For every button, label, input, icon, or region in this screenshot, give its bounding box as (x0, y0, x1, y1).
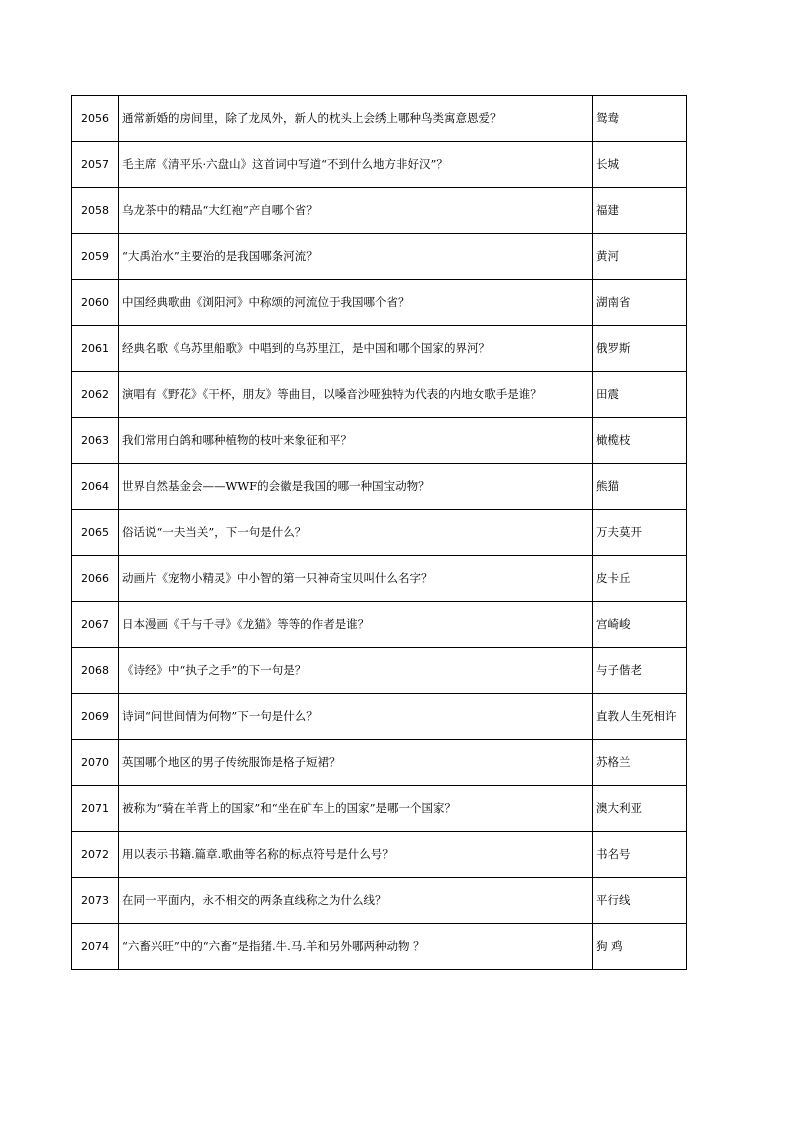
table-row (72, 556, 687, 602)
question-number: 2065 (72, 510, 119, 556)
question-text: 用以表示书籍.篇章.歌曲等名称的标点符号是什么号？ (119, 832, 593, 878)
answer-text: 橄榄枝 (593, 418, 687, 464)
question-number: 2056 (72, 96, 119, 142)
question-number: 2074 (72, 924, 119, 970)
question-number: 2062 (72, 372, 119, 418)
question-text: 通常新婚的房间里，除了龙凤外，新人的枕头上会绣上哪种鸟类寓意恩爱？ (119, 96, 593, 142)
table-row (72, 924, 687, 970)
answer-text: 直教人生死相许 (593, 694, 687, 740)
answer-text: 与子偕老 (593, 648, 687, 694)
answer-text: 福建 (593, 188, 687, 234)
answer-text: 湖南省 (593, 280, 687, 326)
table-row (72, 418, 687, 464)
table-row (72, 464, 687, 510)
table-row (72, 280, 687, 326)
table-row (72, 96, 687, 142)
question-number: 2059 (72, 234, 119, 280)
table-row (72, 510, 687, 556)
question-number: 2069 (72, 694, 119, 740)
question-number: 2061 (72, 326, 119, 372)
table-row (72, 832, 687, 878)
question-number: 2066 (72, 556, 119, 602)
answer-text: 鸳鸯 (593, 96, 687, 142)
answer-text: 苏格兰 (593, 740, 687, 786)
question-number: 2064 (72, 464, 119, 510)
question-text: 日本漫画《千与千寻》《龙猫》等等的作者是谁？ (119, 602, 593, 648)
answer-text: 宫崎峻 (593, 602, 687, 648)
answer-text: 皮卡丘 (593, 556, 687, 602)
table-row (72, 694, 687, 740)
table-row (72, 740, 687, 786)
question-number: 2072 (72, 832, 119, 878)
answer-text: 狗 鸡 (593, 924, 687, 970)
table-row (72, 878, 687, 924)
question-number: 2063 (72, 418, 119, 464)
question-text: 诗词“问世间情为何物”下一句是什么？ (119, 694, 593, 740)
answer-text: 熊猫 (593, 464, 687, 510)
question-number: 2070 (72, 740, 119, 786)
table-row (72, 372, 687, 418)
answer-text: 黄河 (593, 234, 687, 280)
question-text: 动画片《宠物小精灵》中小智的第一只神奇宝贝叫什么名字？ (119, 556, 593, 602)
answer-text: 田震 (593, 372, 687, 418)
answer-text: 澳大利亚 (593, 786, 687, 832)
question-number: 2058 (72, 188, 119, 234)
question-number: 2057 (72, 142, 119, 188)
table-row (72, 188, 687, 234)
question-number: 2068 (72, 648, 119, 694)
question-number: 2073 (72, 878, 119, 924)
question-text: 演唱有《野花》《干杯，朋友》等曲目，以嗓音沙哑独特为代表的内地女歌手是谁？ (119, 372, 593, 418)
quiz-table-body (72, 96, 687, 970)
question-text: 我们常用白鸽和哪种植物的枝叶来象征和平？ (119, 418, 593, 464)
question-text: 世界自然基金会——WWF的会徽是我国的哪一种国宝动物？ (119, 464, 593, 510)
question-text: 英国哪个地区的男子传统服饰是格子短裙？ (119, 740, 593, 786)
table-row (72, 326, 687, 372)
question-text: “大禹治水”主要治的是我国哪条河流？ (119, 234, 593, 280)
question-text: 在同一平面内，永不相交的两条直线称之为什么线？ (119, 878, 593, 924)
answer-text: 俄罗斯 (593, 326, 687, 372)
question-text: “六畜兴旺”中的“六畜”是指猪.牛.马.羊和另外哪两种动物 ？ (119, 924, 593, 970)
quiz-table (71, 95, 687, 970)
table-row (72, 786, 687, 832)
table-row (72, 142, 687, 188)
question-number: 2071 (72, 786, 119, 832)
table-row (72, 234, 687, 280)
table-row (72, 602, 687, 648)
answer-text: 平行线 (593, 878, 687, 924)
question-number: 2060 (72, 280, 119, 326)
answer-text: 万夫莫开 (593, 510, 687, 556)
question-text: 经典名歌《乌苏里船歌》中唱到的乌苏里江，是中国和哪个国家的界河？ (119, 326, 593, 372)
question-number: 2067 (72, 602, 119, 648)
question-text: 毛主席《清平乐·六盘山》这首词中写道“不到什么地方非好汉”？ (119, 142, 593, 188)
question-text: 乌龙茶中的精品“大红袍”产自哪个省？ (119, 188, 593, 234)
table-row (72, 648, 687, 694)
question-text: 俗话说“一夫当关”，下一句是什么？ (119, 510, 593, 556)
question-text: 中国经典歌曲《浏阳河》中称颂的河流位于我国哪个省？ (119, 280, 593, 326)
question-text: 《诗经》中“执子之手”的下一句是？ (119, 648, 593, 694)
answer-text: 长城 (593, 142, 687, 188)
answer-text: 书名号 (593, 832, 687, 878)
question-text: 被称为“骑在羊背上的国家”和“坐在矿车上的国家”是哪一个国家？ (119, 786, 593, 832)
